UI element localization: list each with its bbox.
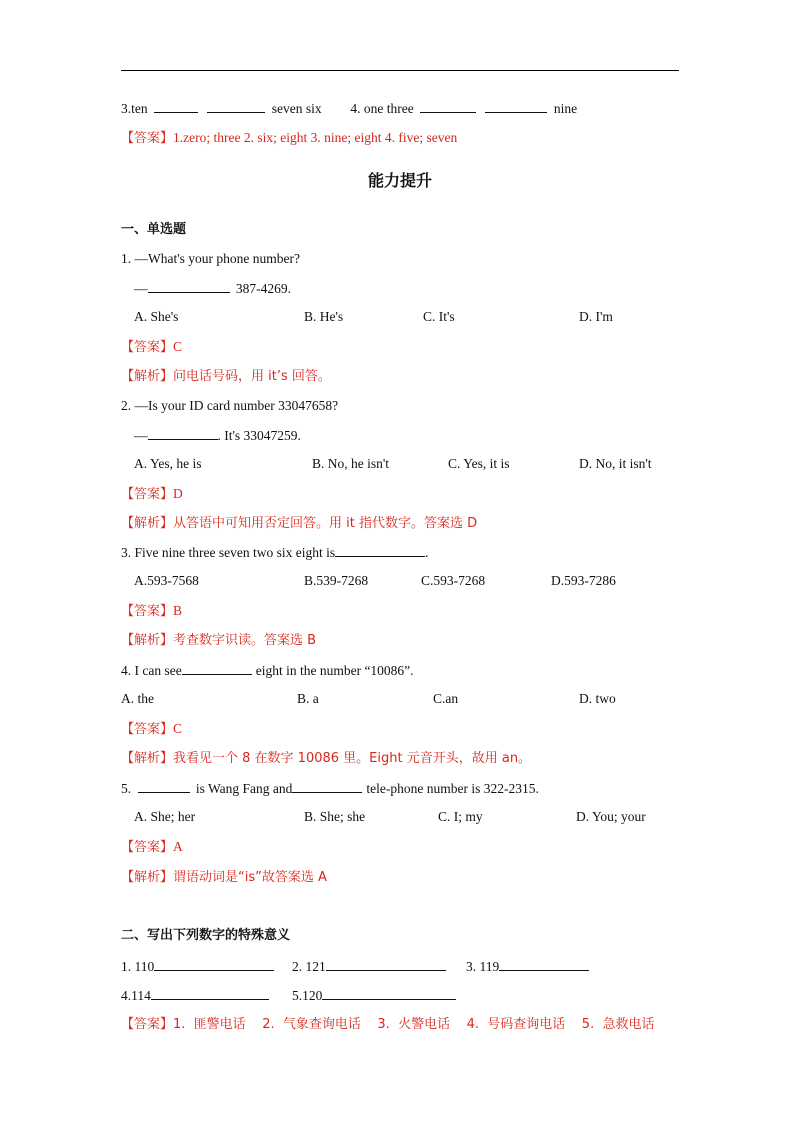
answer-value: D bbox=[173, 486, 183, 501]
question-1 bbox=[121, 250, 300, 268]
answer-line-4 bbox=[121, 720, 182, 739]
answer-blank[interactable] bbox=[182, 661, 252, 675]
number-item: 5.120 bbox=[292, 988, 323, 1003]
option-d[interactable]: D. I'm bbox=[579, 309, 613, 324]
part1-title: 一、单选题 bbox=[121, 222, 187, 237]
answer-tag: 【答案】 bbox=[121, 131, 174, 146]
analysis-text: 我看见一个 8 在数字 10086 里。Eight 元音开头，故用 an。 bbox=[173, 751, 532, 766]
option-d[interactable]: D.593-7286 bbox=[551, 573, 616, 588]
answer-line-2 bbox=[121, 485, 183, 504]
option-a[interactable]: A. the bbox=[121, 691, 154, 706]
answer-blank[interactable] bbox=[292, 779, 362, 793]
question-text: . It's 33047259. bbox=[217, 428, 301, 443]
answer-blank[interactable] bbox=[322, 986, 456, 1000]
answer-blank[interactable] bbox=[420, 99, 476, 113]
dash: — bbox=[134, 428, 148, 443]
option-d[interactable]: D. No, it isn't bbox=[579, 456, 652, 471]
option-d[interactable]: D. You; your bbox=[576, 809, 646, 824]
part2-title: 二、写出下列数字的特殊意义 bbox=[121, 928, 291, 943]
number-item: 1. 110 bbox=[121, 959, 155, 974]
option-b[interactable]: B. He's bbox=[304, 309, 344, 324]
answer-value: B bbox=[173, 603, 183, 618]
answer-blank[interactable] bbox=[499, 957, 589, 971]
answer-tag: 【答案】 bbox=[121, 1017, 174, 1032]
part2-row-1c bbox=[466, 957, 589, 976]
question-text: 387-4269. bbox=[235, 281, 291, 296]
option-a[interactable]: A.593-7568 bbox=[134, 573, 199, 588]
item4-end: nine bbox=[553, 101, 578, 116]
header-rule bbox=[121, 70, 679, 71]
answer-blank[interactable] bbox=[485, 99, 547, 113]
option-a[interactable]: A. She; her bbox=[134, 809, 196, 824]
option-a[interactable]: A. She's bbox=[134, 309, 179, 324]
answer-blank[interactable] bbox=[154, 957, 274, 971]
question-text: Five nine three seven two six eight is bbox=[134, 545, 336, 560]
part2-row-2 bbox=[121, 986, 269, 1005]
question-4 bbox=[121, 661, 414, 680]
analysis-tag: 【解析】 bbox=[121, 369, 174, 384]
analysis-text: 从答语中可知用否定回答。用 it 指代数字。答案选 D bbox=[173, 516, 478, 531]
answer-line-5 bbox=[121, 838, 183, 857]
question-number: 1. bbox=[121, 251, 132, 266]
option-b[interactable]: B.539-7268 bbox=[304, 573, 369, 588]
answer-blank[interactable] bbox=[207, 99, 265, 113]
answer-tag: 【答案】 bbox=[121, 840, 174, 855]
analysis-text: 问电话号码，用 it’s 回答。 bbox=[173, 369, 331, 384]
question-text: is Wang Fang and bbox=[195, 781, 293, 796]
item4-start: 4. one three bbox=[350, 101, 414, 116]
option-c[interactable]: C. Yes, it is bbox=[448, 456, 510, 471]
analysis-text: 考查数字识读。答案选 B bbox=[173, 633, 317, 648]
part2-row-2b bbox=[292, 986, 456, 1005]
analysis-line-1 bbox=[121, 367, 331, 386]
question-text: eight in the number “10086”. bbox=[255, 663, 414, 678]
answer-line-top bbox=[121, 129, 457, 148]
answer-blank[interactable] bbox=[148, 279, 230, 293]
answer-blank[interactable] bbox=[138, 779, 190, 793]
answer-value: C bbox=[173, 339, 183, 354]
question-number: 5. bbox=[121, 781, 132, 796]
question-text: —Is your ID card number 33047658? bbox=[134, 398, 339, 413]
dash: — bbox=[134, 281, 148, 296]
analysis-line-5 bbox=[121, 868, 327, 887]
question-3 bbox=[121, 543, 428, 562]
answer-value: C bbox=[173, 721, 183, 736]
answer-line-part2 bbox=[121, 1015, 654, 1034]
answer-blank[interactable] bbox=[154, 99, 198, 113]
answer-text: 1.zero; three 2. six; eight 3. nine; eight 4. five; seven bbox=[173, 130, 458, 145]
question-5 bbox=[121, 779, 539, 798]
item3-end: seven six bbox=[271, 101, 322, 116]
analysis-text: 谓语动词是“is”故答案选 A bbox=[173, 870, 327, 885]
question-2 bbox=[121, 397, 338, 415]
answer-text: 1. 匪警电话 2. 气象查询电话 3. 火警电话 4. 号码查询电话 5. 急救电话 bbox=[173, 1017, 655, 1032]
question-text: —What's your phone number? bbox=[134, 251, 301, 266]
analysis-line-4 bbox=[121, 749, 531, 768]
analysis-tag: 【解析】 bbox=[121, 751, 174, 766]
answer-tag: 【答案】 bbox=[121, 487, 174, 502]
question-text: . bbox=[425, 545, 429, 560]
answer-tag: 【答案】 bbox=[121, 604, 174, 619]
answer-line-3 bbox=[121, 602, 182, 621]
option-c[interactable]: C. I; my bbox=[438, 809, 483, 824]
option-b[interactable]: B. She; she bbox=[304, 809, 366, 824]
analysis-line-3 bbox=[121, 631, 316, 650]
number-item: 3. 119 bbox=[466, 959, 500, 974]
answer-tag: 【答案】 bbox=[121, 340, 174, 355]
answer-blank[interactable] bbox=[151, 986, 269, 1000]
option-a[interactable]: A. Yes, he is bbox=[134, 456, 202, 471]
analysis-tag: 【解析】 bbox=[121, 516, 174, 531]
question-number: 2. bbox=[121, 398, 132, 413]
analysis-tag: 【解析】 bbox=[121, 633, 174, 648]
answer-blank[interactable] bbox=[335, 543, 425, 557]
question-number: 3. bbox=[121, 545, 132, 560]
answer-blank[interactable] bbox=[148, 426, 218, 440]
analysis-tag: 【解析】 bbox=[121, 870, 174, 885]
answer-line-1 bbox=[121, 338, 182, 357]
question-text: tele-phone number is 322-2315. bbox=[366, 781, 539, 796]
exercise-line-3-4 bbox=[121, 99, 577, 118]
option-b[interactable]: B. No, he isn't bbox=[312, 456, 390, 471]
question-2-line2 bbox=[134, 426, 301, 445]
question-number: 4. bbox=[121, 663, 132, 678]
option-d[interactable]: D. two bbox=[579, 691, 616, 706]
option-c[interactable]: C.an bbox=[433, 691, 459, 706]
number-item: 4.114 bbox=[121, 988, 151, 1003]
answer-tag: 【答案】 bbox=[121, 722, 174, 737]
number-item: 2. 121 bbox=[292, 959, 326, 974]
part2-row-1b bbox=[292, 957, 446, 976]
option-c[interactable]: C. It's bbox=[423, 309, 455, 324]
answer-blank[interactable] bbox=[326, 957, 446, 971]
question-1-line2 bbox=[134, 279, 291, 298]
section-heading: 能力提升 bbox=[367, 171, 432, 190]
question-text: I can see bbox=[134, 663, 182, 678]
option-b[interactable]: B. a bbox=[297, 691, 319, 706]
answer-value: A bbox=[173, 839, 183, 854]
option-c[interactable]: C.593-7268 bbox=[421, 573, 486, 588]
item3-start: 3.ten bbox=[121, 101, 148, 116]
analysis-line-2 bbox=[121, 514, 477, 533]
part2-row-1 bbox=[121, 957, 274, 976]
